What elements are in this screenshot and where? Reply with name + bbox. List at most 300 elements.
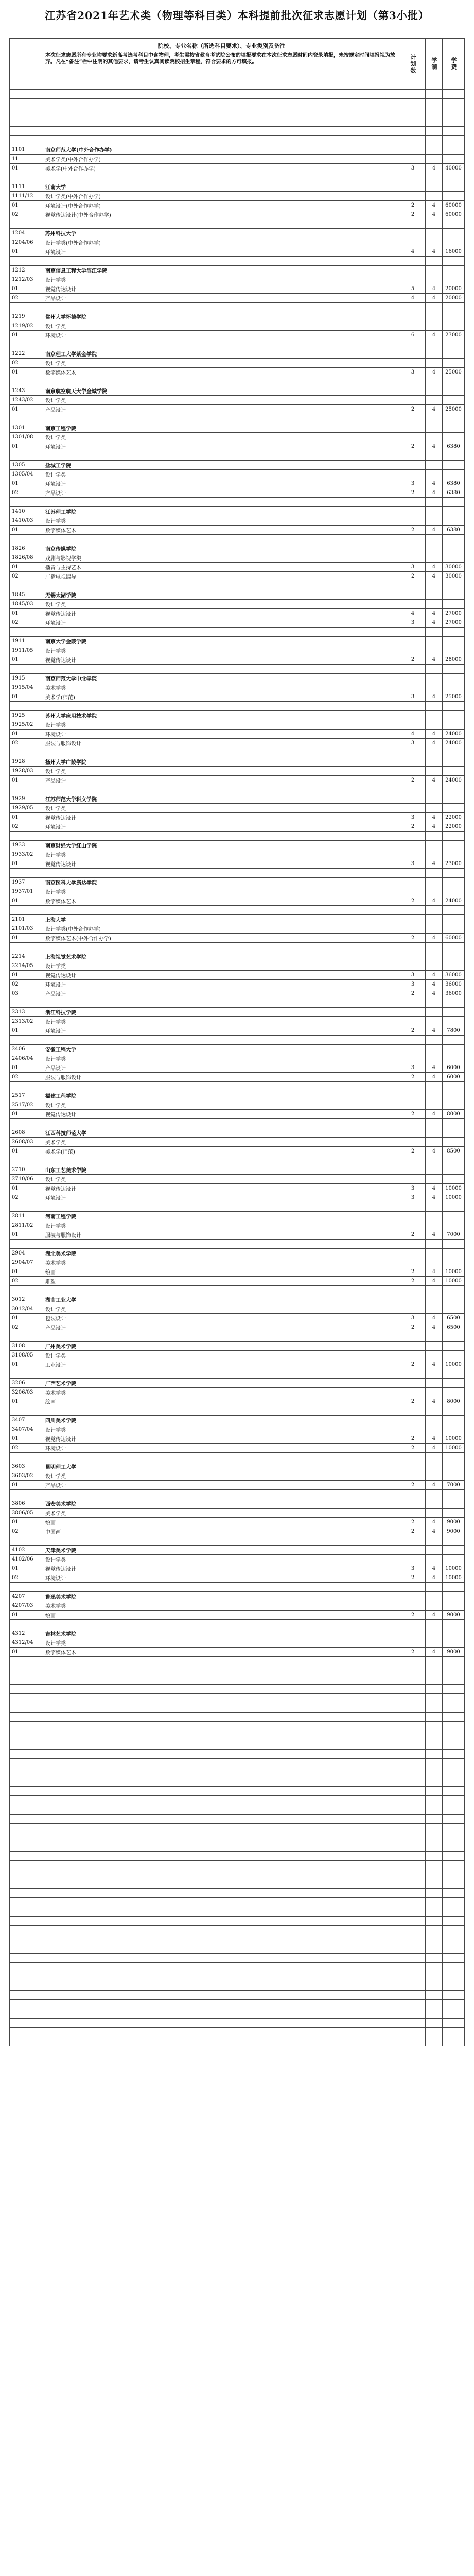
cell-code: 01 bbox=[10, 164, 43, 173]
cell-plan: 3 bbox=[400, 813, 426, 822]
table-row-major bbox=[10, 1277, 465, 1286]
table-row-institution bbox=[10, 507, 465, 516]
cell-fee bbox=[443, 1175, 465, 1184]
cell-fee: 25000 bbox=[443, 405, 465, 414]
cell-years bbox=[426, 423, 443, 433]
table-row-blank bbox=[10, 2037, 465, 2046]
table-cell bbox=[10, 581, 43, 590]
table-cell bbox=[10, 117, 43, 127]
cell-code: 2406/04 bbox=[10, 1054, 43, 1063]
cell-fee: 6000 bbox=[443, 1073, 465, 1082]
cell-plan bbox=[400, 349, 426, 359]
cell-name: 广西艺术学院 bbox=[43, 1379, 400, 1388]
cell-name: 绘画 bbox=[43, 1611, 400, 1620]
table-cell bbox=[43, 1490, 400, 1499]
table-cell bbox=[10, 1685, 43, 1694]
table-row-blank bbox=[10, 99, 465, 108]
table-cell bbox=[443, 2000, 465, 2009]
cell-plan bbox=[400, 924, 426, 934]
cell-code: 1937/01 bbox=[10, 887, 43, 896]
table-row-major bbox=[10, 1100, 465, 1110]
cell-fee: 60000 bbox=[443, 934, 465, 943]
table-cell bbox=[443, 1703, 465, 1713]
cell-code: 3206 bbox=[10, 1379, 43, 1388]
cell-years bbox=[426, 312, 443, 321]
table-row-blank bbox=[10, 303, 465, 312]
cell-name: 南京医科大学康达学院 bbox=[43, 878, 400, 887]
table-cell bbox=[400, 1889, 426, 1898]
table-cell bbox=[443, 702, 465, 711]
table-row-blank bbox=[10, 1954, 465, 1963]
table-cell bbox=[43, 2019, 400, 2028]
cell-name: 戏剧与影视学类 bbox=[43, 553, 400, 563]
table-cell bbox=[43, 117, 400, 127]
cell-years bbox=[426, 1138, 443, 1147]
table-row-blank bbox=[10, 108, 465, 117]
table-body bbox=[10, 90, 465, 2046]
page-title: 江苏省2021年艺术类（物理等科目类）本科提前批次征求志愿计划（第3小批） bbox=[45, 9, 429, 22]
table-cell bbox=[10, 1675, 43, 1685]
table-cell bbox=[400, 1926, 426, 1935]
cell-years bbox=[426, 553, 443, 563]
cell-years bbox=[426, 1592, 443, 1601]
table-cell bbox=[443, 1768, 465, 1777]
table-row-major bbox=[10, 1444, 465, 1453]
cell-code: 1845 bbox=[10, 590, 43, 600]
cell-fee: 10000 bbox=[443, 1193, 465, 1202]
cell-plan bbox=[400, 711, 426, 720]
table-cell bbox=[426, 1286, 443, 1295]
cell-fee bbox=[443, 1499, 465, 1509]
cell-code: 4312 bbox=[10, 1629, 43, 1638]
table-row-major bbox=[10, 646, 465, 655]
header-code bbox=[10, 39, 43, 90]
cell-plan bbox=[400, 470, 426, 479]
cell-plan: 2 bbox=[400, 989, 426, 998]
cell-name: 江苏师范大学科文学院 bbox=[43, 794, 400, 804]
table-row-blank bbox=[10, 1740, 465, 1750]
table-cell bbox=[426, 414, 443, 423]
table-row-major bbox=[10, 1063, 465, 1073]
cell-code: 02 bbox=[10, 618, 43, 628]
table-cell bbox=[43, 1675, 400, 1685]
cell-plan bbox=[400, 1221, 426, 1230]
table-row-major bbox=[10, 321, 465, 331]
cell-years bbox=[426, 1499, 443, 1509]
cell-plan: 3 bbox=[400, 692, 426, 702]
table-cell bbox=[10, 1963, 43, 1972]
table-cell bbox=[426, 99, 443, 108]
cell-plan: 3 bbox=[400, 479, 426, 488]
table-row-blank bbox=[10, 1861, 465, 1870]
table-cell bbox=[400, 1082, 426, 1091]
cell-code: 2811 bbox=[10, 1212, 43, 1221]
cell-plan: 3 bbox=[400, 980, 426, 989]
table-row-blank bbox=[10, 1777, 465, 1787]
cell-years: 4 bbox=[426, 1193, 443, 1202]
table-row-major bbox=[10, 1304, 465, 1314]
table-row-blank bbox=[10, 628, 465, 637]
table-row-blank bbox=[10, 1750, 465, 1759]
cell-fee bbox=[443, 433, 465, 442]
cell-name: 环境设计 bbox=[43, 1193, 400, 1202]
cell-fee: 6380 bbox=[443, 442, 465, 451]
table-row-major bbox=[10, 192, 465, 201]
cell-name: 产品设计 bbox=[43, 776, 400, 785]
table-row-institution bbox=[10, 1249, 465, 1258]
table-cell bbox=[10, 414, 43, 423]
table-row-blank bbox=[10, 1703, 465, 1713]
cell-fee: 36000 bbox=[443, 971, 465, 980]
table-cell bbox=[443, 1824, 465, 1833]
table-cell bbox=[400, 1731, 426, 1740]
cell-code: 02 bbox=[10, 488, 43, 498]
table-cell bbox=[400, 1036, 426, 1045]
cell-plan bbox=[400, 321, 426, 331]
cell-fee bbox=[443, 711, 465, 720]
table-cell bbox=[426, 1935, 443, 1944]
cell-years bbox=[426, 266, 443, 275]
table-cell bbox=[443, 108, 465, 117]
cell-years: 4 bbox=[426, 739, 443, 748]
cell-years: 4 bbox=[426, 989, 443, 998]
cell-fee: 30000 bbox=[443, 563, 465, 572]
table-cell bbox=[400, 1861, 426, 1870]
cell-name: 服装与服饰设计 bbox=[43, 739, 400, 748]
cell-name: 设计学类(中外合作办学) bbox=[43, 238, 400, 247]
cell-plan: 2 bbox=[400, 1397, 426, 1406]
cell-fee bbox=[443, 275, 465, 284]
cell-fee: 24000 bbox=[443, 739, 465, 748]
cell-code: 01 bbox=[10, 1360, 43, 1369]
table-row-blank bbox=[10, 1852, 465, 1861]
cell-code: 2517 bbox=[10, 1091, 43, 1100]
table-cell bbox=[10, 1870, 43, 1879]
table-row-institution bbox=[10, 229, 465, 238]
table-row-blank bbox=[10, 219, 465, 229]
cell-code: 2710/06 bbox=[10, 1175, 43, 1184]
cell-name: 四川美术学院 bbox=[43, 1416, 400, 1425]
cell-plan bbox=[400, 1017, 426, 1026]
table-cell bbox=[426, 1815, 443, 1824]
cell-plan bbox=[400, 1045, 426, 1054]
table-cell bbox=[443, 1898, 465, 1907]
table-row-institution bbox=[10, 637, 465, 646]
table-cell bbox=[426, 2028, 443, 2037]
table-cell bbox=[443, 1861, 465, 1870]
cell-fee bbox=[443, 266, 465, 275]
cell-years: 4 bbox=[426, 1026, 443, 1036]
cell-code: 1212/03 bbox=[10, 275, 43, 284]
cell-years bbox=[426, 1165, 443, 1175]
cell-years bbox=[426, 646, 443, 655]
cell-name: 视觉传达设计 bbox=[43, 1564, 400, 1573]
cell-name: 产品设计 bbox=[43, 1063, 400, 1073]
cell-plan bbox=[400, 674, 426, 683]
table-cell bbox=[10, 1082, 43, 1091]
cell-plan: 3 bbox=[400, 618, 426, 628]
cell-code: 4207 bbox=[10, 1592, 43, 1601]
cell-years: 4 bbox=[426, 1611, 443, 1620]
table-cell bbox=[400, 1536, 426, 1546]
cell-plan: 2 bbox=[400, 526, 426, 535]
table-cell bbox=[43, 1879, 400, 1889]
cell-fee bbox=[443, 396, 465, 405]
cell-years: 4 bbox=[426, 1648, 443, 1657]
cell-years bbox=[426, 1258, 443, 1267]
table-cell bbox=[400, 1777, 426, 1787]
cell-name: 环境设计 bbox=[43, 618, 400, 628]
table-row-blank bbox=[10, 2000, 465, 2009]
cell-name: 江苏理工学院 bbox=[43, 507, 400, 516]
cell-name: 南京师范大学中北学院 bbox=[43, 674, 400, 683]
table-cell bbox=[426, 1202, 443, 1212]
cell-years: 4 bbox=[426, 479, 443, 488]
cell-plan bbox=[400, 915, 426, 924]
cell-fee bbox=[443, 1638, 465, 1648]
cell-fee bbox=[443, 1471, 465, 1481]
cell-fee bbox=[443, 470, 465, 479]
table-row-blank bbox=[10, 498, 465, 507]
header-years: 学制 bbox=[426, 39, 443, 90]
cell-name: 扬州大学广陵学院 bbox=[43, 757, 400, 767]
cell-years bbox=[426, 544, 443, 553]
cell-code: 01 bbox=[10, 563, 43, 572]
table-cell bbox=[10, 1991, 43, 2000]
table-cell bbox=[10, 998, 43, 1008]
cell-years: 4 bbox=[426, 813, 443, 822]
table-cell bbox=[10, 1796, 43, 1805]
table-cell bbox=[426, 748, 443, 757]
table-row-major bbox=[10, 850, 465, 859]
cell-fee bbox=[443, 1546, 465, 1555]
table-row-blank bbox=[10, 748, 465, 757]
cell-plan: 2 bbox=[400, 934, 426, 943]
cell-years: 4 bbox=[426, 1481, 443, 1490]
table-row-blank bbox=[10, 1889, 465, 1898]
table-cell bbox=[43, 1713, 400, 1722]
cell-code: 01 bbox=[10, 1481, 43, 1490]
cell-plan: 4 bbox=[400, 294, 426, 303]
cell-plan bbox=[400, 961, 426, 971]
table-cell bbox=[443, 1889, 465, 1898]
table-cell bbox=[43, 90, 400, 99]
cell-fee bbox=[443, 1138, 465, 1147]
table-cell bbox=[43, 1406, 400, 1416]
table-row-blank bbox=[10, 1694, 465, 1703]
cell-code: 3012 bbox=[10, 1295, 43, 1304]
table-cell bbox=[443, 1490, 465, 1499]
cell-plan bbox=[400, 767, 426, 776]
cell-name: 美术学(师范) bbox=[43, 692, 400, 702]
table-row-major bbox=[10, 730, 465, 739]
cell-name: 美术学类 bbox=[43, 1601, 400, 1611]
table-cell bbox=[400, 1944, 426, 1954]
cell-code: 01 bbox=[10, 655, 43, 665]
table-cell bbox=[443, 1286, 465, 1295]
cell-plan bbox=[400, 1509, 426, 1518]
table-cell bbox=[43, 1935, 400, 1944]
cell-years bbox=[426, 915, 443, 924]
table-row-blank bbox=[10, 943, 465, 952]
table-row-institution bbox=[10, 461, 465, 470]
cell-name: 产品设计 bbox=[43, 405, 400, 414]
cell-code: 1915/04 bbox=[10, 683, 43, 692]
cell-code: 2608 bbox=[10, 1128, 43, 1138]
cell-name: 绘画 bbox=[43, 1267, 400, 1277]
table-row-institution bbox=[10, 386, 465, 396]
table-cell bbox=[43, 1750, 400, 1759]
table-row-major bbox=[10, 776, 465, 785]
cell-plan bbox=[400, 275, 426, 284]
cell-plan bbox=[400, 423, 426, 433]
table-row-blank bbox=[10, 2019, 465, 2028]
table-cell bbox=[10, 1156, 43, 1165]
table-cell bbox=[426, 1740, 443, 1750]
cell-name: 苏州大学应用技术学院 bbox=[43, 711, 400, 720]
table-cell bbox=[43, 702, 400, 711]
cell-years: 4 bbox=[426, 971, 443, 980]
table-cell bbox=[10, 1879, 43, 1889]
table-row-institution bbox=[10, 349, 465, 359]
table-cell bbox=[400, 99, 426, 108]
cell-fee bbox=[443, 145, 465, 155]
cell-name: 视觉传达设计 bbox=[43, 1110, 400, 1119]
table-cell bbox=[10, 1240, 43, 1249]
table-cell bbox=[10, 1787, 43, 1796]
table-cell bbox=[10, 498, 43, 507]
table-cell bbox=[10, 832, 43, 841]
cell-plan bbox=[400, 1555, 426, 1564]
cell-plan: 2 bbox=[400, 1444, 426, 1453]
table-cell bbox=[43, 1722, 400, 1731]
table-cell bbox=[443, 1833, 465, 1842]
cell-fee: 10000 bbox=[443, 1573, 465, 1583]
table-cell bbox=[10, 1777, 43, 1787]
cell-years: 4 bbox=[426, 1184, 443, 1193]
cell-code: 1212 bbox=[10, 266, 43, 275]
cell-code: 1305/04 bbox=[10, 470, 43, 479]
table-row-major bbox=[10, 1073, 465, 1082]
table-cell bbox=[400, 1703, 426, 1713]
cell-fee: 22000 bbox=[443, 822, 465, 832]
table-cell bbox=[10, 1981, 43, 1991]
cell-plan bbox=[400, 1425, 426, 1434]
cell-fee bbox=[443, 182, 465, 192]
cell-fee: 8000 bbox=[443, 1397, 465, 1406]
cell-years bbox=[426, 461, 443, 470]
table-cell bbox=[43, 1907, 400, 1917]
cell-name: 设计学类 bbox=[43, 1351, 400, 1360]
cell-code: 4102 bbox=[10, 1546, 43, 1555]
table-cell bbox=[10, 1926, 43, 1935]
table-cell bbox=[426, 581, 443, 590]
table-cell bbox=[443, 1583, 465, 1592]
table-cell bbox=[43, 1657, 400, 1666]
table-row-major bbox=[10, 813, 465, 822]
cell-years bbox=[426, 1054, 443, 1063]
cell-fee: 6000 bbox=[443, 1063, 465, 1073]
table-cell bbox=[443, 998, 465, 1008]
table-cell bbox=[43, 1944, 400, 1954]
cell-years: 4 bbox=[426, 331, 443, 340]
cell-code: 2811/02 bbox=[10, 1221, 43, 1230]
table-cell bbox=[400, 1202, 426, 1212]
cell-years bbox=[426, 1128, 443, 1138]
cell-years bbox=[426, 1249, 443, 1258]
table-cell bbox=[426, 1981, 443, 1991]
table-cell bbox=[43, 1156, 400, 1165]
table-cell bbox=[426, 2037, 443, 2046]
cell-plan bbox=[400, 145, 426, 155]
cell-years bbox=[426, 590, 443, 600]
table-row-major bbox=[10, 1230, 465, 1240]
table-cell bbox=[400, 2028, 426, 2037]
table-cell bbox=[443, 1935, 465, 1944]
table-cell bbox=[400, 1917, 426, 1926]
table-cell bbox=[400, 1898, 426, 1907]
cell-years: 4 bbox=[426, 655, 443, 665]
cell-name: 设计学类(中外合作办学) bbox=[43, 924, 400, 934]
table-row-major bbox=[10, 479, 465, 488]
cell-code: 02 bbox=[10, 980, 43, 989]
table-row-institution bbox=[10, 544, 465, 553]
table-row-major bbox=[10, 1638, 465, 1648]
cell-name: 南京航空航天大学金城学院 bbox=[43, 386, 400, 396]
header-name bbox=[43, 39, 400, 90]
cell-name: 设计学类(中外合作办学) bbox=[43, 192, 400, 201]
cell-name: 包装设计 bbox=[43, 1314, 400, 1323]
cell-fee bbox=[443, 646, 465, 655]
cell-code: 4102/06 bbox=[10, 1555, 43, 1564]
table-cell bbox=[10, 1369, 43, 1379]
cell-code: 01 bbox=[10, 1314, 43, 1323]
table-cell bbox=[43, 998, 400, 1008]
cell-plan bbox=[400, 878, 426, 887]
table-cell bbox=[443, 628, 465, 637]
cell-years bbox=[426, 1471, 443, 1481]
table-cell bbox=[400, 702, 426, 711]
table-row-major bbox=[10, 887, 465, 896]
cell-name: 数字媒体艺术 bbox=[43, 368, 400, 377]
cell-fee bbox=[443, 915, 465, 924]
cell-fee: 25000 bbox=[443, 692, 465, 702]
table-cell bbox=[426, 340, 443, 349]
table-row-institution bbox=[10, 1128, 465, 1138]
cell-fee bbox=[443, 674, 465, 683]
table-cell bbox=[443, 498, 465, 507]
cell-years: 4 bbox=[426, 1110, 443, 1119]
table-cell bbox=[43, 1833, 400, 1842]
table-cell bbox=[443, 1666, 465, 1675]
table-row-major bbox=[10, 1481, 465, 1490]
cell-name: 设计学类 bbox=[43, 1304, 400, 1314]
cell-fee bbox=[443, 1165, 465, 1175]
cell-plan: 4 bbox=[400, 730, 426, 739]
cell-plan bbox=[400, 1304, 426, 1314]
table-header bbox=[10, 39, 465, 90]
table-row-major bbox=[10, 1323, 465, 1332]
cell-name: 山东工艺美术学院 bbox=[43, 1165, 400, 1175]
cell-name: 南京大学金陵学院 bbox=[43, 637, 400, 646]
cell-years: 4 bbox=[426, 609, 443, 618]
table-row-major bbox=[10, 896, 465, 906]
cell-plan bbox=[400, 1165, 426, 1175]
cell-fee bbox=[443, 553, 465, 563]
cell-plan bbox=[400, 229, 426, 238]
table-cell bbox=[10, 1889, 43, 1898]
cell-code: 02 bbox=[10, 1527, 43, 1536]
